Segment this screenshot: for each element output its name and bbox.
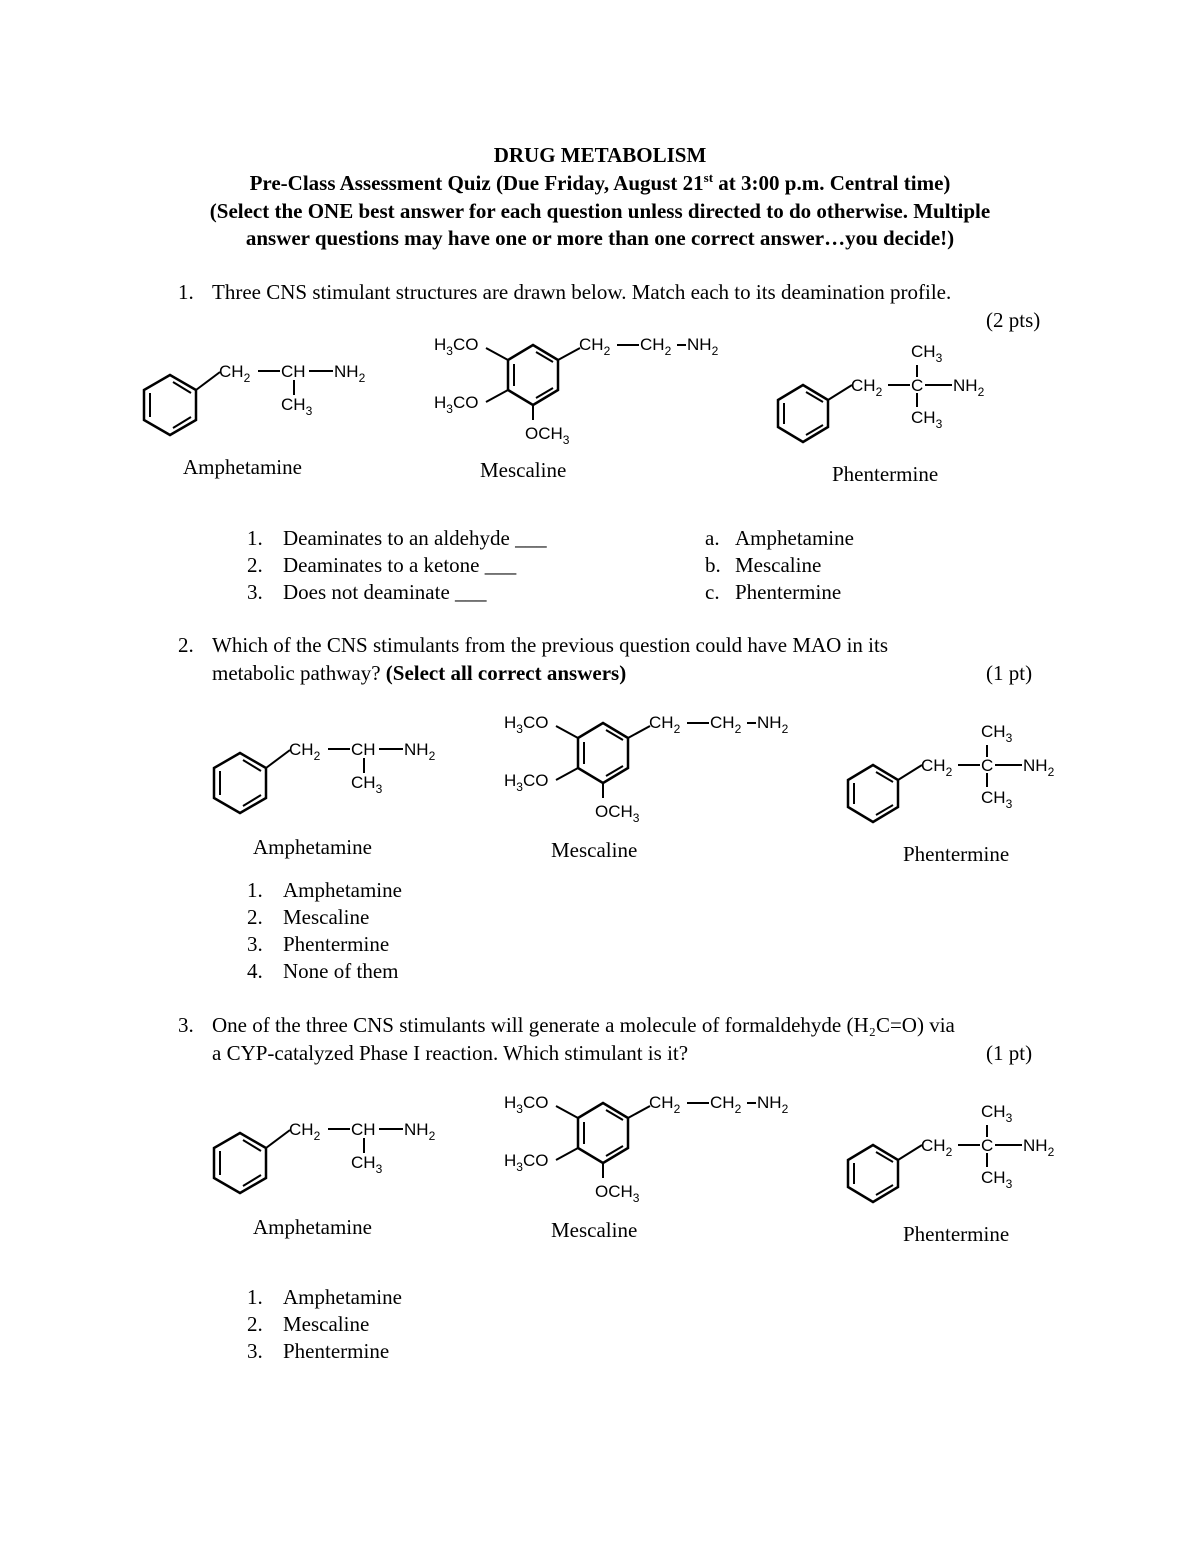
amphetamine-label-q3: Amphetamine [253,1215,372,1239]
phentermine-structure-q1 [770,335,1010,445]
question-3-text-line-2: a CYP-catalyzed Phase I reaction. Which stimulant is it? [212,1041,689,1065]
svg-text:CH3: $CH_3$ [911,342,943,365]
svg-text:NH2: $NH_2$ [953,376,985,399]
svg-text:NH2: $NH_2$ [757,713,789,736]
q1-item-3-number: 3. [247,580,263,604]
phentermine-label-q1: Phentermine [832,462,939,486]
q1-choice-b-letter: b. [705,553,721,577]
phentermine-structure-q2 [840,715,1080,825]
svg-text:CH2: $CH_2$ [289,1120,321,1143]
svg-text:CH: CH [281,362,306,381]
q3-option-2-number: 2. [247,1312,263,1336]
question-2-text-line-2 [212,661,626,686]
svg-text:CH2: $CH_2$ [710,1093,742,1116]
svg-text:CH2: $CH_2$ [579,335,611,358]
q3-option-2-text[interactable]: Mescaline [283,1312,370,1336]
svg-text:NH2: $NH_2$ [1023,1136,1055,1159]
q2-option-1-text[interactable]: Amphetamine [283,878,402,902]
q1-item-1-number: 1. [247,526,263,550]
svg-text:H3CO: $H_3CO$ [504,1151,549,1174]
instructions-line-1: (Select the ONE best answer for each question unless directed to do otherwise. Multiple [209,199,991,223]
question-2-points: (1 pt) [986,661,1033,685]
svg-text:CH: CH [351,740,376,759]
question-1-number: 1. [178,280,194,304]
q2-option-3-text[interactable]: Phentermine [283,932,390,956]
svg-text:NH2: $NH_2$ [334,362,366,385]
mescaline-label-q2: Mescaline [551,838,638,862]
question-2-text-line-2-plain: metabolic pathway? [212,661,386,685]
svg-text:NH2: $NH_2$ [757,1093,789,1116]
q1-choice-a-letter: a. [705,526,720,550]
mescaline-structure-q1 [430,330,740,450]
mescaline-label-q3: Mescaline [551,1218,638,1242]
svg-text:CH2: $CH_2$ [851,376,883,399]
svg-text:CH2: $CH_2$ [921,756,953,779]
svg-text:C: C [981,1136,994,1155]
mescaline-structure-q2 [500,708,810,828]
svg-text:CH3: $CH_3$ [981,1168,1013,1191]
q2-option-2-number: 2. [247,905,263,929]
svg-text:CH3: $CH_3$ [281,395,313,418]
question-2-text-line-2-bold: (Select all correct answers) [385,661,627,685]
instructions-line-2: answer questions may have one or more than one correct answer…you decide!) [245,226,955,250]
svg-text:CH3: $CH_3$ [981,1102,1013,1125]
q1-item-1-text: Deaminates to an aldehyde ___ [283,526,547,550]
phentermine-label-q3: Phentermine [903,1222,1010,1246]
amphetamine-structure-q2 [210,728,450,818]
question-2-number: 2. [178,633,194,657]
question-3-points: (1 pt) [986,1041,1033,1065]
amphetamine-label-q2: Amphetamine [253,835,372,859]
q1-item-2-number: 2. [247,553,263,577]
question-2-text-line-1: Which of the CNS stimulants from the previous question could have MAO in its [212,633,888,657]
q2-option-1-number: 1. [247,878,263,902]
svg-text:CH3: $CH_3$ [351,1153,383,1176]
svg-text:CH: CH [351,1120,376,1139]
q3-option-3-number: 3. [247,1339,263,1363]
svg-text:NH2: $NH_2$ [1023,756,1055,779]
svg-text:CH2: $CH_2$ [921,1136,953,1159]
quiz-subtitle [0,171,1200,196]
page-title: DRUG METABOLISM [493,143,707,167]
q2-option-4-text[interactable]: None of them [283,959,399,983]
svg-text:CH2: $CH_2$ [640,335,672,358]
mescaline-structure-q3 [500,1088,810,1208]
phentermine-structure-q3 [840,1095,1080,1205]
svg-text:CH2: $CH_2$ [710,713,742,736]
q2-option-4-number: 4. [247,959,263,983]
svg-text:CH2: $CH_2$ [289,740,321,763]
q1-item-2-text: Deaminates to a ketone ___ [283,553,517,577]
svg-text:NH2: $NH_2$ [404,1120,436,1143]
svg-text:CH2: $CH_2$ [219,362,251,385]
subtitle-sup: st [703,170,714,185]
svg-text:H3CO: $H_3CO$ [504,771,549,794]
amphetamine-label-q1: Amphetamine [183,455,302,479]
q1-item-3-text: Does not deaminate ___ [283,580,487,604]
svg-text:H3CO: $H_3CO$ [434,393,479,416]
svg-text:OCH3: $OCH_3$ [525,424,570,447]
q1-choice-c-text: Phentermine [735,580,842,604]
q3-option-1-number: 1. [247,1285,263,1309]
svg-text:C: C [911,376,924,395]
svg-text:C: C [981,756,994,775]
svg-text:NH2: $NH_2$ [404,740,436,763]
phentermine-label-q2: Phentermine [903,842,1010,866]
q2-option-3-number: 3. [247,932,263,956]
amphetamine-structure-q3 [210,1108,450,1198]
svg-text:CH3: $CH_3$ [911,408,943,431]
svg-text:NH2: $NH_2$ [687,335,719,358]
question-3-text-line-1: One of the three CNS stimulants will generate a molecule of formaldehyde (H₂C=O) via [212,1013,955,1037]
subtitle-text: Pre-Class Assessment Quiz (Due Friday, August 21 [249,171,704,195]
svg-text:CH3: $CH_3$ [351,773,383,796]
q1-choice-a-text: Amphetamine [735,526,854,550]
mescaline-label-q1: Mescaline [480,458,567,482]
q3-option-3-text[interactable]: Phentermine [283,1339,390,1363]
svg-text:H3CO: $H_3CO$ [434,335,479,358]
svg-text:CH3: $CH_3$ [981,788,1013,811]
question-1-text: Three CNS stimulant structures are drawn below. Match each to its deamination profile. [212,280,952,304]
svg-text:H3CO: $H_3CO$ [504,1093,549,1116]
q3-option-1-text[interactable]: Amphetamine [283,1285,402,1309]
svg-text:CH2: $CH_2$ [649,713,681,736]
q1-choice-b-text: Mescaline [735,553,822,577]
svg-text:OCH3: $OCH_3$ [595,1182,640,1205]
q1-choice-c-letter: c. [705,580,720,604]
subtitle-text-end: at 3:00 p.m. Central time) [713,171,951,195]
svg-text:CH3: $CH_3$ [981,722,1013,745]
svg-text:H3CO: $H_3CO$ [504,713,549,736]
svg-text:OCH3: $OCH_3$ [595,802,640,825]
q2-option-2-text[interactable]: Mescaline [283,905,370,929]
question-1-points: (2 pts) [986,308,1041,332]
question-3-number: 3. [178,1013,194,1037]
svg-text:CH2: $CH_2$ [649,1093,681,1116]
amphetamine-structure-q1 [140,350,380,440]
